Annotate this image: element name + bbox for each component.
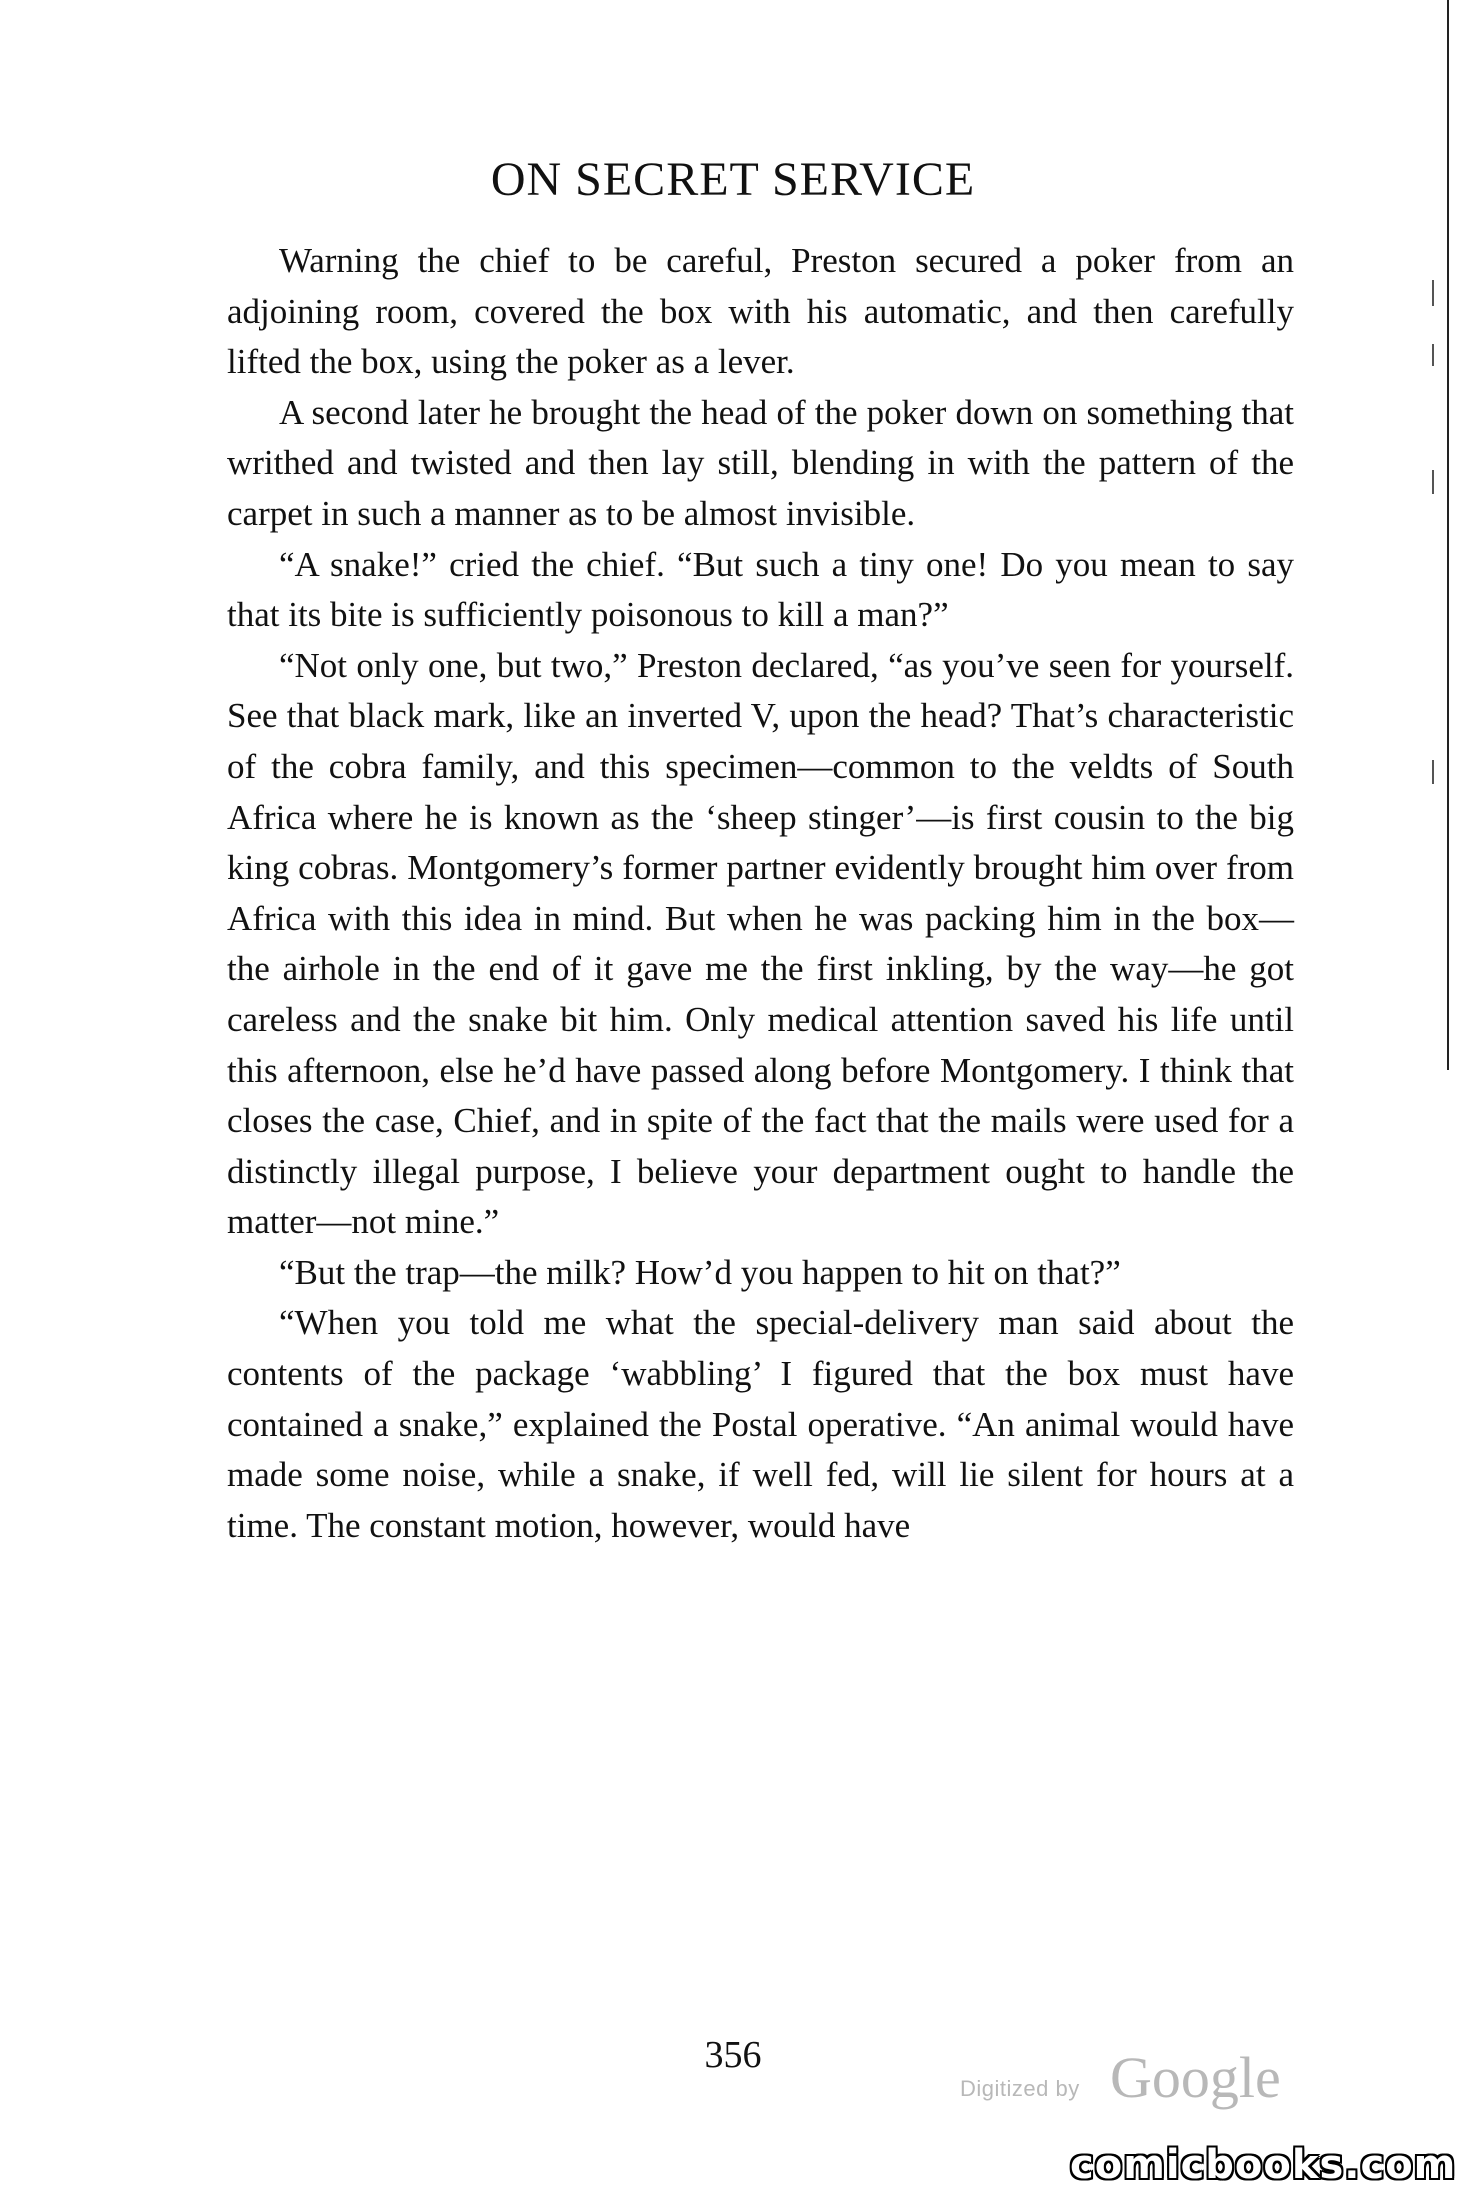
page-edge-mark	[1432, 760, 1434, 784]
google-wordmark: Google	[1110, 2045, 1281, 2110]
paragraph: A second later he brought the head of the poker down on something that writhed and twisted and then lay still, blending in with the pattern of the carpet in such a manner as to be almost invisible.	[227, 392, 1294, 533]
paragraph: “When you told me what the special-delivery man said about the contents of the package ‘wabbling’ I figured that the box must have contained a snake,” explained the Postal operative. “An animal would have made some noise, while a snake, if well fed, will lie silent for hours at a time. The constant motion, however, would have	[227, 1303, 1294, 1545]
running-head: ON SECRET SERVICE	[490, 153, 976, 206]
paragraph: “A snake!” cried the chief. “But such a tiny one! Do you mean to say that its bite is sufficiently poisonous to kill a man?”	[227, 544, 1294, 635]
page-edge-mark	[1432, 344, 1434, 366]
body-text	[227, 236, 1294, 1551]
page-edge-mark	[1432, 280, 1434, 306]
digitized-watermark	[960, 2046, 1340, 2116]
page-edge-mark	[1432, 470, 1434, 494]
digitized-prefix: Digitized by	[960, 2076, 1080, 2101]
paragraph: “But the trap—the milk? How’d you happen to hit on that?”	[279, 1252, 1121, 1292]
paragraph: Warning the chief to be careful, Preston secured a poker from an adjoining room, covered the box with his automatic, and then carefully lifted the box, using the poker as a lever.	[227, 241, 1294, 382]
site-watermark: comicbooks.com	[1070, 2142, 1457, 2188]
paragraph: “Not only one, but two,” Preston declared, “as you’ve seen for yourself. See that black mark, like an inverted V, upon the head? That’s characteristic of the cobra family, and this specimen—common to the veldts of South Africa where he is known as the ‘sheep stinger’—is first cousin to the big king cobras. Montgomery’s former partner evidently brought him over from Africa with this idea in mind. But when he was packing him in the box—the airhole in the end of it gave me the first inkling, by the way—he got careless and the snake bit him. Only medical attention saved his life until this afternoon, else he’d have passed along before Montgomery. I think that closes the case, Chief, and in spite of the fact that the mails were used for a distinctly illegal purpose, I believe your department ought to handle the matter—not mine.”	[227, 645, 1294, 1242]
page-number: 356	[704, 2034, 762, 2076]
